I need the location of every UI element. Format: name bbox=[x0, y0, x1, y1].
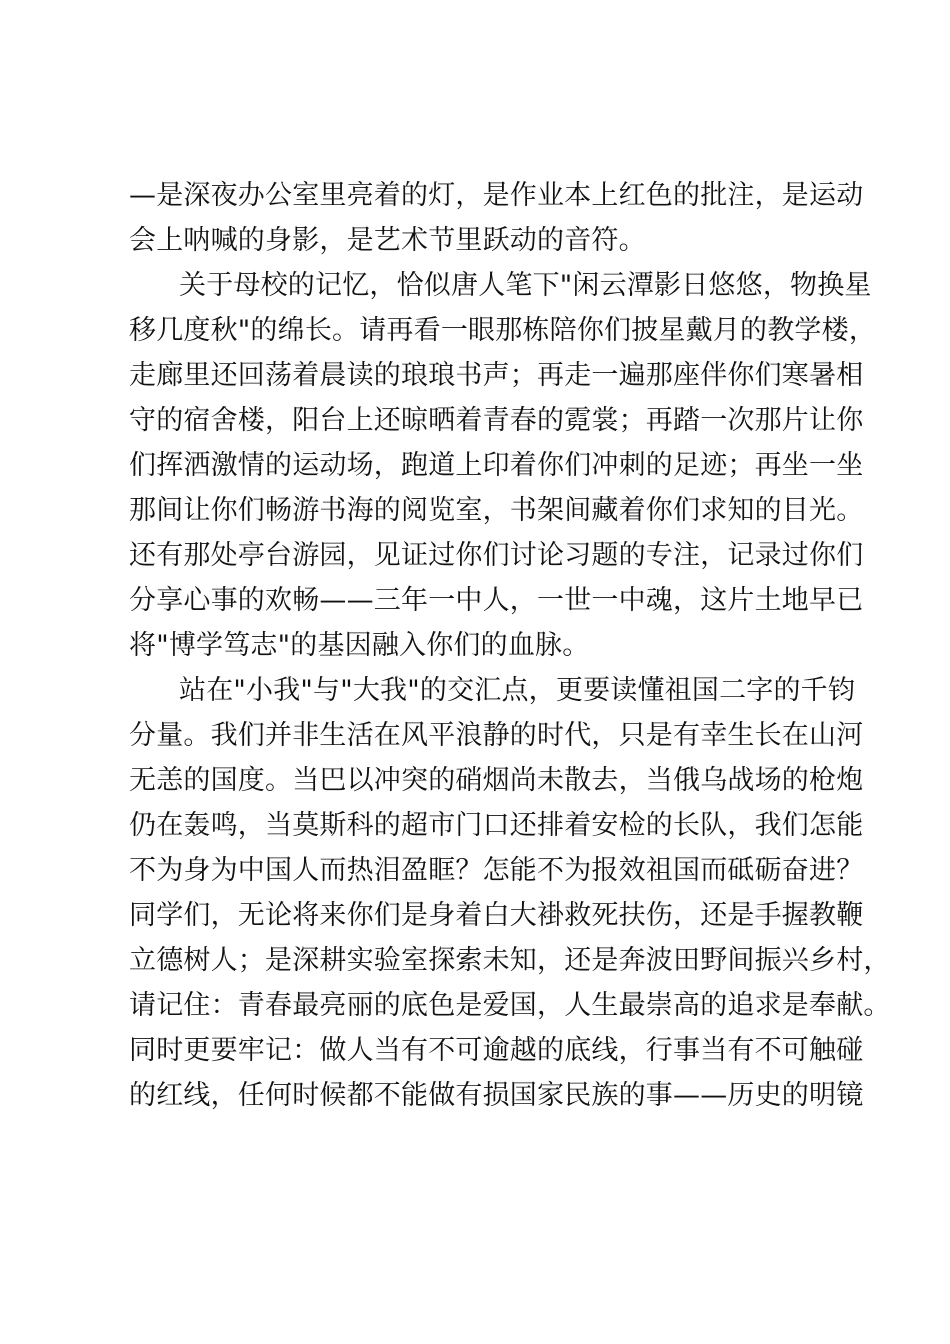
text-line: 分量。我们并非生活在风平浪静的时代，只是有幸生长在山河 bbox=[129, 720, 864, 751]
text-line: 移几度秋"的绵长。请再看一眼那栋陪你们披星戴月的教学楼， bbox=[129, 315, 877, 346]
text-line: 会上呐喊的身影，是艺术节里跃动的音符。 bbox=[129, 225, 646, 256]
text-line: 守的宿舍楼，阳台上还晾晒着青春的霓裳；再踏一次那片让你 bbox=[129, 405, 864, 436]
text-line: 无恙的国度。当巴以冲突的硝烟尚未散去，当俄乌战场的枪炮 bbox=[129, 765, 864, 796]
text-line: 不为身为中国人而热泪盈眶？怎能不为报效祖国而砥砺奋进？ bbox=[129, 855, 864, 886]
text-line: 立德树人；是深耕实验室探索未知，还是奔波田野间振兴乡村， bbox=[129, 945, 891, 976]
text-line: 仍在轰鸣，当莫斯科的超市门口还排着安检的长队，我们怎能 bbox=[129, 810, 864, 841]
text-line: 的红线，任何时候都不能做有损国家民族的事——历史的明镜 bbox=[129, 1080, 864, 1111]
text-line: 那间让你们畅游书海的阅览室，书架间藏着你们求知的目光。 bbox=[129, 495, 864, 526]
text-line: 将"博学笃志"的基因融入你们的血脉。 bbox=[129, 630, 590, 661]
body-text bbox=[129, 173, 891, 1118]
text-line: 还有那处亭台游园，见证过你们讨论习题的专注，记录过你们 bbox=[129, 540, 864, 571]
text-line: 同学们，无论将来你们是身着白大褂救死扶伤，还是手握教鞭 bbox=[129, 900, 864, 931]
text-line: —是深夜办公室里亮着的灯，是作业本上红色的批注，是运动 bbox=[129, 180, 864, 211]
paragraph-first-line: 关于母校的记忆，恰似唐人笔下"闲云潭影日悠悠，物换星 bbox=[179, 270, 872, 301]
text-line: 同时更要牢记：做人当有不可逾越的底线，行事当有不可触碰 bbox=[129, 1035, 864, 1066]
text-line: 走廊里还回荡着晨读的琅琅书声；再走一遍那座伴你们寒暑相 bbox=[129, 360, 864, 391]
text-line: 分享心事的欢畅——三年一中人，一世一中魂，这片土地早已 bbox=[129, 585, 864, 616]
paragraph-first-line: 站在"小我"与"大我"的交汇点，更要读懂祖国二字的千钧 bbox=[179, 675, 856, 706]
text-line: 们挥洒激情的运动场，跑道上印着你们冲刺的足迹；再坐一坐 bbox=[129, 450, 864, 481]
text-line: 请记住：青春最亮丽的底色是爱国，人生最崇高的追求是奉献。 bbox=[129, 990, 891, 1021]
